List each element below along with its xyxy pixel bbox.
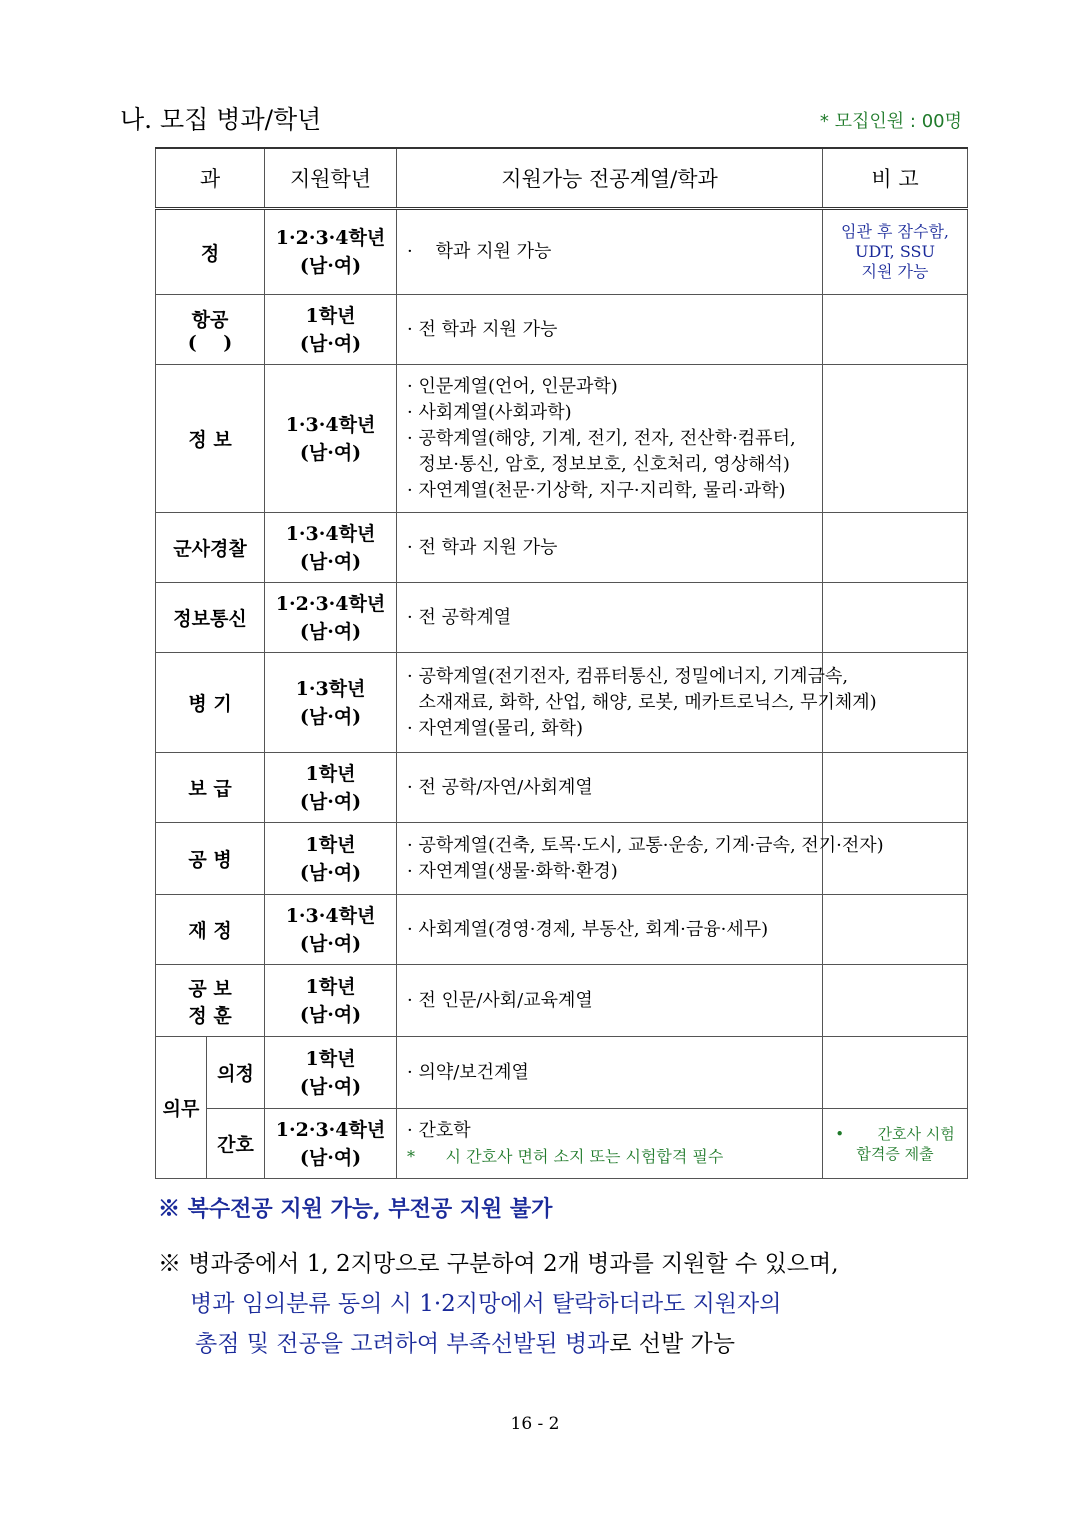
section-heading: 나. 모집 병과/학년 bbox=[120, 105, 322, 134]
year-text: 1학년 bbox=[305, 304, 356, 327]
dept-cell bbox=[156, 753, 265, 823]
majors-cell bbox=[397, 965, 823, 1037]
note-line: • 간호사 시험 bbox=[835, 1124, 955, 1143]
gender-text: (남·여) bbox=[299, 255, 362, 277]
year-text: 1·3·4학년 bbox=[285, 413, 376, 436]
gender-text: (남·여) bbox=[299, 441, 362, 464]
gender-text: (남·여) bbox=[299, 332, 362, 355]
table-header-row bbox=[156, 148, 968, 209]
major-line: · 자연계열(천문·기상학, 지구·지리학, 물리·과학) bbox=[407, 479, 786, 501]
gender-text: (남·여) bbox=[299, 1075, 362, 1098]
dept-cell bbox=[156, 365, 265, 513]
gender-text: (남·여) bbox=[299, 861, 362, 884]
dept-cell bbox=[156, 295, 265, 365]
note-line: 지원 가능 bbox=[861, 262, 929, 281]
note-cell bbox=[823, 513, 968, 583]
year-text: 1·3·4학년 bbox=[285, 522, 376, 545]
majors-cell bbox=[397, 1109, 823, 1179]
footer-line4a: 총점 및 전공을 고려하여 부족선발된 병과 bbox=[195, 1331, 610, 1357]
majors-cell bbox=[397, 753, 823, 823]
dept-cell bbox=[156, 209, 265, 295]
year-text: 1학년 bbox=[305, 1047, 356, 1070]
dept-cell: 의정 bbox=[207, 1037, 265, 1109]
majors-cell bbox=[397, 365, 823, 513]
gender-text: (남·여) bbox=[299, 932, 362, 955]
year-cell bbox=[265, 583, 397, 653]
major-line: · 자연계열(물리, 화학) bbox=[407, 717, 584, 739]
year-cell bbox=[265, 753, 397, 823]
header-note: 비 고 bbox=[823, 148, 968, 209]
majors-cell bbox=[397, 823, 884, 895]
dept-cell bbox=[156, 823, 265, 895]
majors-cell bbox=[397, 209, 823, 295]
dept-cell: 간호 bbox=[207, 1109, 265, 1179]
dept-cell bbox=[156, 653, 265, 753]
year-cell bbox=[265, 513, 397, 583]
table-row-medical bbox=[156, 1037, 968, 1109]
dept-cell bbox=[156, 513, 265, 583]
year-cell bbox=[265, 823, 397, 895]
table-row bbox=[156, 365, 968, 513]
table-row bbox=[156, 653, 968, 753]
year-text: 1·3·4학년 bbox=[285, 904, 376, 927]
note-cell bbox=[823, 209, 968, 295]
table-row bbox=[156, 513, 968, 583]
year-text: 1학년 bbox=[305, 762, 356, 785]
dept-name: 병 기 bbox=[188, 693, 232, 715]
majors-cell bbox=[397, 295, 823, 365]
year-cell bbox=[265, 1037, 397, 1109]
footer-choice-note: ※ 병과중에서 1, 2지망으로 구분하여 2개 병과를 지원할 수 있으며, bbox=[158, 1251, 839, 1277]
table-row bbox=[156, 209, 968, 295]
gender-text: (남·여) bbox=[299, 790, 362, 813]
dept-cell bbox=[156, 583, 265, 653]
major-line: · 전 학과 지원 가능 bbox=[407, 318, 558, 340]
year-cell bbox=[265, 653, 397, 753]
major-line: 소재재료, 화학, 산업, 해양, 로봇, 메카트로닉스, 무기체계) bbox=[407, 691, 877, 713]
major-line: · 사회계열(경영·경제, 부동산, 회계·금융·세무) bbox=[407, 918, 769, 940]
major-line: · 공학계열(해양, 기계, 전기, 전자, 전산학·컴퓨터, bbox=[407, 427, 796, 449]
note-line: 합격증 제출 bbox=[856, 1144, 934, 1163]
year-cell bbox=[265, 295, 397, 365]
footer-line4b: 로 선발 가능 bbox=[609, 1331, 735, 1357]
major-line: · 간호학 bbox=[407, 1119, 471, 1141]
year-text: 1학년 bbox=[305, 833, 356, 856]
major-line: · 전 인문/사회/교육계열 bbox=[407, 989, 593, 1011]
note-line: UDT, SSU bbox=[855, 242, 935, 261]
major-line: · 전 공학/자연/사회계열 bbox=[407, 776, 593, 798]
footer-choice-note-3 bbox=[195, 1325, 735, 1358]
majors-cell bbox=[397, 653, 877, 753]
year-cell bbox=[265, 209, 397, 295]
major-line: · 의약/보건계열 bbox=[407, 1061, 529, 1083]
major-line: · 사회계열(사회과학) bbox=[407, 401, 572, 423]
year-cell bbox=[265, 965, 397, 1037]
table-row bbox=[156, 753, 968, 823]
majors-cell bbox=[397, 895, 823, 965]
major-line: · 공학계열(건축, 토목·도시, 교통·운송, 기계·금속, 전기·전자) bbox=[407, 834, 884, 856]
year-text: 1·3학년 bbox=[295, 677, 366, 700]
note-cell bbox=[823, 295, 968, 365]
year-text: 1학년 bbox=[305, 975, 356, 998]
dept-name: 정 bbox=[200, 242, 220, 265]
table-row bbox=[156, 895, 968, 965]
dept-name: 정보통신 bbox=[173, 608, 247, 630]
dept-cell bbox=[156, 895, 265, 965]
dept-cell bbox=[156, 965, 265, 1037]
year-text: 1·2·3·4학년 bbox=[275, 592, 386, 615]
major-line: · 전 공학계열 bbox=[407, 606, 512, 628]
gender-text: (남·여) bbox=[299, 620, 362, 643]
table-row bbox=[156, 823, 968, 895]
table-row bbox=[156, 965, 968, 1037]
table-row bbox=[156, 295, 968, 365]
dept-name: 공 병 bbox=[188, 849, 232, 871]
dept-name: 보 급 bbox=[188, 778, 232, 800]
table-row-medical bbox=[156, 1109, 968, 1179]
table-row bbox=[156, 583, 968, 653]
header-majors: 지원가능 전공계열/학과 bbox=[397, 148, 823, 209]
note-line: 임관 후 잠수함, bbox=[841, 222, 950, 241]
header-year: 지원학년 bbox=[265, 148, 397, 209]
major-line: · 공학계열(전기전자, 컴퓨터통신, 정밀에너지, 기계금속, bbox=[407, 665, 849, 687]
majors-cell bbox=[397, 1037, 823, 1109]
year-cell bbox=[265, 365, 397, 513]
gender-text: (남·여) bbox=[299, 1146, 362, 1169]
header-dept: 과 bbox=[156, 148, 265, 209]
year-text: 1·2·3·4학년 bbox=[275, 1118, 386, 1141]
footer-choice-note-2: 병과 임의분류 동의 시 1·2지망에서 탈락하더라도 지원자의 bbox=[190, 1291, 782, 1317]
page-number: 16 - 2 bbox=[510, 1414, 560, 1434]
gender-text: (남·여) bbox=[299, 550, 362, 573]
majors-cell bbox=[397, 583, 823, 653]
major-line: · 인문계열(언어, 인문과학) bbox=[407, 375, 618, 397]
headcount-note: * 모집인원 : 00명 bbox=[819, 111, 962, 132]
gender-text: (남·여) bbox=[299, 705, 362, 728]
dept-name-2: ( ) bbox=[187, 332, 233, 354]
note-cell bbox=[823, 583, 968, 653]
major-line: · 전 학과 지원 가능 bbox=[407, 536, 558, 558]
dept-name-2: 정 훈 bbox=[188, 1004, 232, 1027]
note-cell bbox=[823, 753, 968, 823]
medical-group-cell: 의무 bbox=[156, 1037, 207, 1179]
dept-name: 정 보 bbox=[188, 429, 232, 451]
year-text: 1·2·3·4학년 bbox=[275, 227, 386, 249]
year-cell bbox=[265, 1109, 397, 1179]
dept-name: 재 정 bbox=[188, 920, 232, 942]
footer-double-major: ※ 복수전공 지원 가능, 부전공 지원 불가 bbox=[158, 1196, 553, 1222]
recruitment-table bbox=[155, 147, 968, 1179]
dept-name: 항공 bbox=[191, 309, 229, 331]
major-line: · 자연계열(생물·화학·환경) bbox=[407, 860, 618, 882]
note-cell bbox=[823, 895, 968, 965]
note-cell bbox=[823, 1109, 968, 1179]
dept-name: 군사경찰 bbox=[173, 538, 247, 560]
majors-cell bbox=[397, 513, 823, 583]
note-cell bbox=[823, 1037, 968, 1109]
note-cell bbox=[823, 365, 968, 513]
note-cell bbox=[823, 823, 968, 895]
major-line: · 학과 지원 가능 bbox=[407, 241, 552, 262]
note-cell bbox=[823, 965, 968, 1037]
gender-text: (남·여) bbox=[299, 1003, 362, 1026]
dept-name: 공 보 bbox=[188, 977, 232, 1000]
major-requirement-note: * 시 간호사 면허 소지 또는 시험합격 필수 bbox=[407, 1146, 724, 1166]
year-cell bbox=[265, 895, 397, 965]
major-line: 정보·통신, 암호, 정보보호, 신호처리, 영상해석) bbox=[407, 453, 790, 475]
